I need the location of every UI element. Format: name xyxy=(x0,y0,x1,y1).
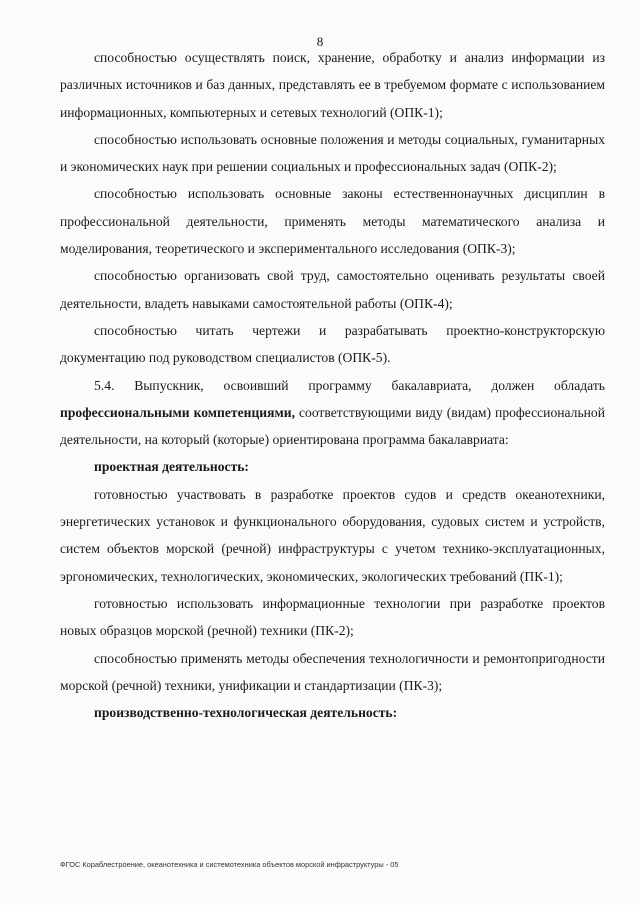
section-5-4-intro: 5.4. Выпускник, освоивший программу бакалавриата, должен обладать xyxy=(94,377,605,393)
competency-pk-2: готовностью использовать информационные технологии при разработке проектов новых образцов морской (речной) техники (ПК-2); xyxy=(60,595,605,639)
competency-pk-1: готовностью участвовать в разработке проектов судов и средств океанотехники, энергетических установок и функционального оборудования, судовых систем и устройств, систем объектов морской (речной) инфраструктуры с учетом технико-эксплуатационных, эргономических, технологических, экономических, экологических требований (ПК-1); xyxy=(60,486,605,584)
page-number: 8 xyxy=(316,34,324,49)
page-footer: ФГОС Кораблестроение, океанотехника и системотехника объектов морской инфраструктуры - 05 xyxy=(60,860,399,869)
heading-project-activity: проектная деятельность: xyxy=(94,459,249,475)
competency-opk-2: способностью использовать основные положения и методы социальных, гуманитарных и экономических наук при решении социальных и профессиональных задач (ОПК-2); xyxy=(60,131,605,175)
section-5-4-bold-term: профессиональными компетенциями, xyxy=(60,404,295,420)
competency-opk-4: способностью организовать свой труд, самостоятельно оценивать результаты своей деятельности, владеть навыками самостоятельной работы (ОПК-4); xyxy=(60,268,605,311)
competency-pk-3: способностью применять методы обеспечения технологичности и ремонтопригодности морской (речной) техники, унификации и стандартизации (ПК-3); xyxy=(60,650,605,693)
competency-opk-5: способностью читать чертежи и разрабатывать проектно-конструкторскую документацию под руководством специалистов (ОПК-5). xyxy=(60,322,605,366)
competency-opk-1: способностью осуществлять поиск, хранение, обработку и анализ информации из различных источников и баз данных, представлять ее в требуемом формате с использованием информационных, компьютерных и сетевых технологий (ОПК-1); xyxy=(60,50,605,120)
section-5-4-rest: соответствующими виду (видам) профессиональной деятельности, на который (которые) ориентирована программа бакалавриата: xyxy=(60,404,606,448)
document-body xyxy=(60,44,605,726)
competency-opk-3: способностью использовать основные законы естественнонаучных дисциплин в профессиональной деятельности, применять методы математического анализа и моделирования, теоретического и экспериментального исследования (ОПК-3); xyxy=(60,186,605,257)
heading-production-activity: производственно-технологическая деятельность: xyxy=(94,705,398,721)
section-5-4-paragraph xyxy=(60,372,605,454)
